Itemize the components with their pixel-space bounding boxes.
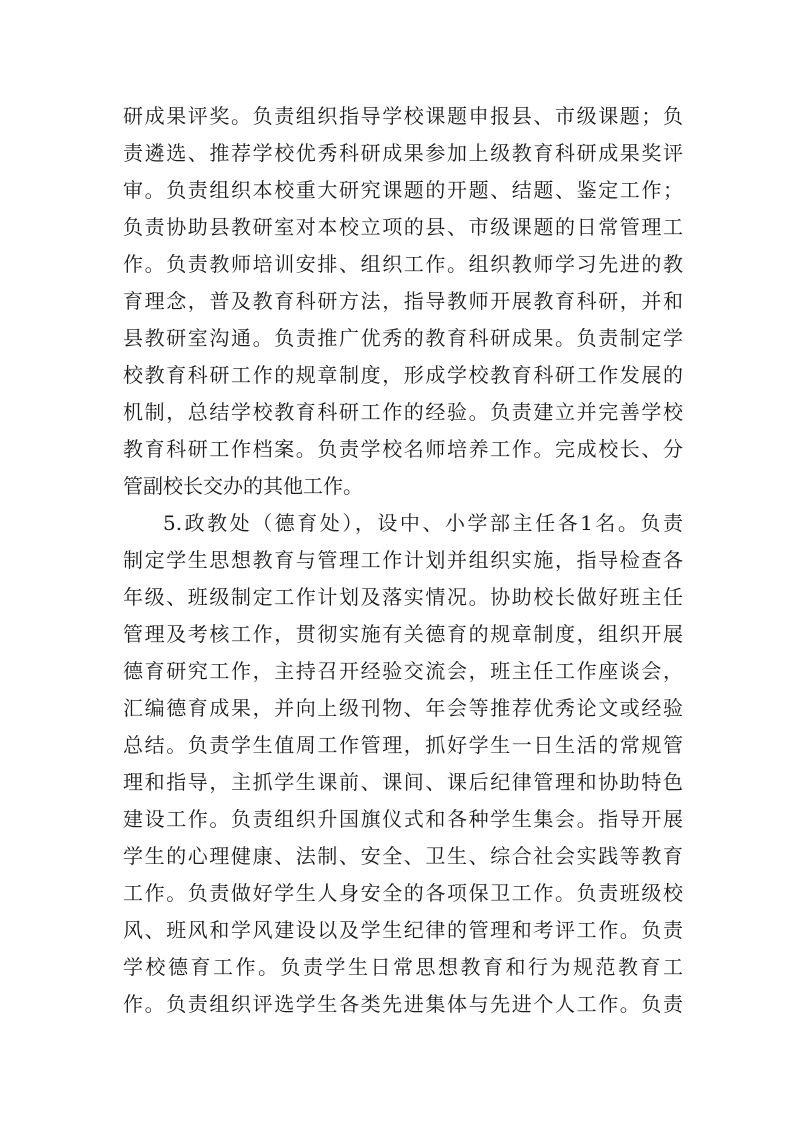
section-heading-line: 5.政教处（德育处），设中、小学部主任各1名。负责 [163,511,683,535]
text-line: 作。负责教师培训安排、组织工作。组织教师学习先进的教 [123,252,683,276]
text-line: 汇编德育成果，并向上级刊物、年会等推荐优秀论文或经验 [123,696,683,720]
text-line: 德育研究工作，主持召开经验交流会，班主任工作座谈会， [123,659,683,683]
text-line: 作。负责组织评选学生各类先进集体与先进个人工作。负责 [123,992,683,1016]
text-line: 机制，总结学校教育科研工作的经验。负责建立并完善学校 [123,400,683,424]
text-line: 理和指导，主抓学生课前、课间、课后纪律管理和协助特色 [123,770,683,794]
text-line: 教育科研工作档案。负责学校名师培养工作。完成校长、分 [123,437,683,461]
text-line: 管副校长交办的其他工作。 [123,474,363,498]
text-line: 风、班风和学风建设以及学生纪律的管理和考评工作。负责 [123,918,683,942]
text-line: 校教育科研工作的规章制度，形成学校教育科研工作发展的 [123,363,683,387]
text-line: 工作。负责做好学生人身安全的各项保卫工作。负责班级校 [123,881,683,905]
text-line: 研成果评奖。负责组织指导学校课题申报县、市级课题；负 [123,104,683,128]
text-line: 建设工作。负责组织升国旗仪式和各种学生集会。指导开展 [123,807,683,831]
text-line: 负责协助县教研室对本校立项的县、市级课题的日常管理工 [123,215,683,239]
text-line: 学生的心理健康、法制、安全、卫生、综合社会实践等教育 [123,844,683,868]
text-line: 总结。负责学生值周工作管理，抓好学生一日生活的常规管 [123,733,683,757]
text-line: 制定学生思想教育与管理工作计划并组织实施，指导检查各 [123,548,683,572]
text-line: 县教研室沟通。负责推广优秀的教育科研成果。负责制定学 [123,326,683,350]
text-line: 管理及考核工作，贯彻实施有关德育的规章制度，组织开展 [123,622,683,646]
text-line: 育理念，普及教育科研方法，指导教师开展教育科研，并和 [123,289,683,313]
text-line: 年级、班级制定工作计划及落实情况。协助校长做好班主任 [123,585,683,609]
text-line: 责遴选、推荐学校优秀科研成果参加上级教育科研成果奖评 [123,141,683,165]
text-line: 学校德育工作。负责学生日常思想教育和行为规范教育工 [123,955,683,979]
text-line: 审。负责组织本校重大研究课题的开题、结题、鉴定工作； [123,178,683,202]
